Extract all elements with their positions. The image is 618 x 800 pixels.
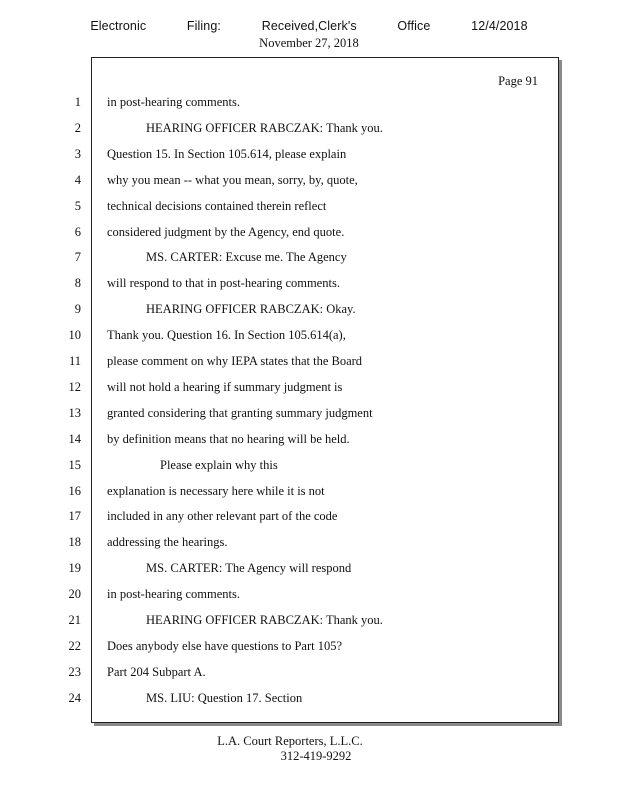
transcript-line: MS. CARTER: Excuse me. The Agency [146,250,347,264]
line-number: 16 [68,484,81,498]
transcript-line: HEARING OFFICER RABCZAK: Thank you. [146,121,383,135]
transcript-line: granted considering that granting summary judgment [107,406,373,420]
line-number: 12 [68,380,81,394]
line-number: 10 [68,328,81,342]
transcript-line: Question 15. In Section 105.614, please explain [107,147,347,161]
line-number: 5 [74,199,81,213]
transcript-line: Part 204 Subpart A. [107,665,206,679]
filing-stamp: Electronic Filing: Received,Clerk's Office 12/4/2018 [90,19,528,33]
line-number: 1 [74,95,81,109]
transcript-line: included in any other relevant part of the code [107,509,338,523]
transcript-line: will not hold a hearing if summary judgment is [107,380,343,394]
transcript-line: why you mean -- what you mean, sorry, by, quote, [107,173,358,187]
line-number: 14 [68,432,81,446]
line-number: 3 [74,147,81,161]
transcript-line: Thank you. Question 16. In Section 105.614(a), [107,328,346,342]
transcript-line: in post-hearing comments. [107,587,240,601]
line-number: 17 [68,509,81,523]
transcript-line: technical decisions contained therein reflect [107,199,327,213]
hearing-date: November 27, 2018 [259,36,359,50]
transcript-line: please comment on why IEPA states that the Board [107,354,363,368]
transcript-line: by definition means that no hearing will be held. [107,432,350,446]
line-number: 24 [68,691,81,705]
transcript-line: addressing the hearings. [107,535,228,549]
transcript-line: MS. CARTER: The Agency will respond [146,561,352,575]
line-number: 23 [68,665,81,679]
transcript-line: explanation is necessary here while it is not [107,484,325,498]
line-number: 11 [68,354,81,368]
line-number: 7 [74,250,81,264]
line-number: 8 [74,276,81,290]
court-reporter-phone: 312-419-9292 [280,749,352,763]
line-number: 13 [68,406,81,420]
transcript-line: MS. LIU: Question 17. Section [146,691,303,705]
line-number: 21 [68,613,81,627]
line-number: 2 [74,121,81,135]
line-number: 6 [74,225,81,239]
transcript-line: Please explain why this [160,458,278,472]
line-number: 15 [68,458,81,472]
page-number: Page 91 [498,74,538,88]
court-reporter-name: L.A. Court Reporters, L.L.C. [217,734,363,748]
transcript-line: will respond to that in post-hearing comments. [107,276,340,290]
line-number: 9 [74,302,81,316]
line-number: 20 [68,587,81,601]
transcript-line: Does anybody else have questions to Part 105? [107,639,343,653]
transcript-line: HEARING OFFICER RABCZAK: Thank you. [146,613,383,627]
line-number: 18 [68,535,81,549]
transcript-line: HEARING OFFICER RABCZAK: Okay. [146,302,356,316]
transcript-line: in post-hearing comments. [107,95,240,109]
line-number: 4 [74,173,81,187]
line-number: 19 [68,561,81,575]
transcript-line: considered judgment by the Agency, end quote. [107,225,345,239]
line-number: 22 [68,639,81,653]
